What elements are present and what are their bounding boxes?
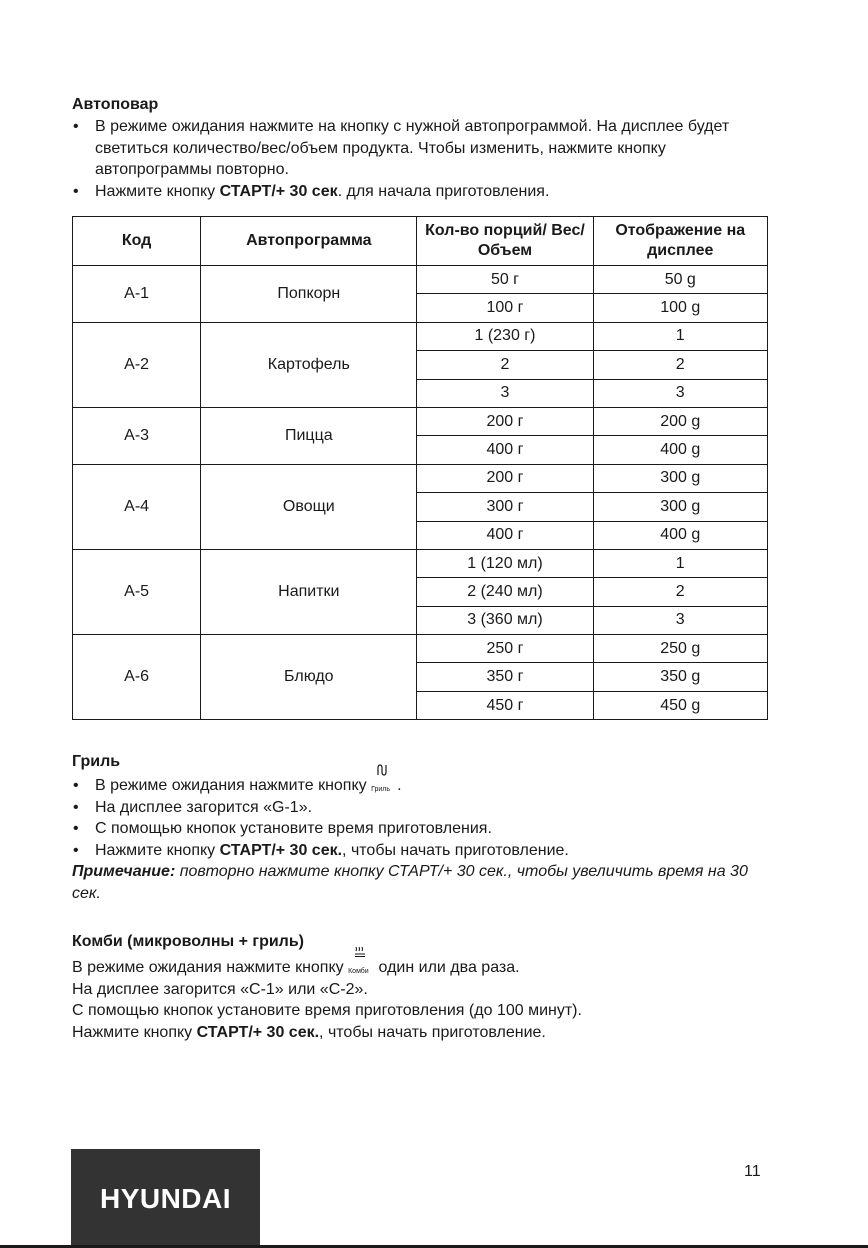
table-row (73, 635, 768, 663)
autochef-bullet-1: • В режиме ожидания нажмите на кнопку с нужной автопрограммой. На дисплее будет светиться количество/вес/объем продукта. Чтобы изменить, нажмите кнопку автопрограммы повторно. (72, 116, 768, 181)
header-program: Автопрограмма (201, 217, 417, 266)
grill-button-icon (371, 776, 397, 792)
cell-quantity: 250 г (417, 635, 593, 663)
grill-instructions (72, 775, 768, 861)
grill-bullet-3: • С помощью кнопок установите время приготовления. (72, 818, 768, 840)
cell-quantity: 1 (120 мл) (417, 549, 593, 577)
cell-display: 300 g (593, 464, 767, 492)
note-label: Примечание: (72, 863, 176, 881)
cell-display: 1 (593, 322, 767, 350)
start-button-label: СТАРТ/+ 30 сек. (219, 841, 343, 859)
line-text: В режиме ожидания нажмите кнопку (72, 959, 349, 977)
autochef-instructions (72, 116, 768, 202)
cell-program: Пицца (201, 407, 417, 464)
cell-code: А-1 (73, 266, 201, 323)
brand-logo (71, 1149, 260, 1248)
table-row (73, 549, 768, 577)
cell-display: 2 (593, 578, 767, 606)
cell-quantity: 3 (417, 379, 593, 407)
line-text: Нажмите кнопку (72, 1023, 197, 1041)
bullet-text: В режиме ожидания нажмите кнопку (95, 777, 372, 795)
cell-display: 350 g (593, 663, 767, 691)
cell-program: Картофель (201, 322, 417, 407)
bullet-text: . для начала приготовления. (337, 182, 550, 200)
cell-quantity: 400 г (417, 521, 593, 549)
combi-line-4 (72, 1022, 768, 1044)
grill-note (72, 861, 768, 904)
header-quantity: Кол-во порций/ Вес/Объем (417, 217, 593, 266)
header-code: Код (73, 217, 201, 266)
combi-line-1 (72, 957, 768, 979)
cell-quantity: 200 г (417, 407, 593, 435)
line-text: один или два раза. (374, 959, 520, 977)
logo-text: HYUNDAI (99, 1182, 232, 1214)
cell-display: 250 g (593, 635, 767, 663)
cell-code: А-5 (73, 549, 201, 634)
autochef-bullet-2 (72, 181, 768, 203)
cell-display: 400 g (593, 521, 767, 549)
bullet-text: , чтобы начать приготовление. (342, 841, 569, 859)
grill-icon-caption: Гриль (371, 786, 391, 794)
cell-quantity: 400 г (417, 436, 593, 464)
grill-heading: Гриль (72, 753, 121, 771)
table-row (73, 266, 768, 294)
table-row (73, 407, 768, 435)
start-button-label: СТАРТ/+ 30 сек. (196, 1023, 320, 1041)
cell-quantity: 1 (230 г) (417, 322, 593, 350)
cell-code: А-4 (73, 464, 201, 549)
table-row (73, 322, 768, 350)
cell-program: Попкорн (201, 266, 417, 323)
cell-display: 400 g (593, 436, 767, 464)
cell-display: 300 g (593, 493, 767, 521)
cell-quantity: 200 г (417, 464, 593, 492)
cell-quantity: 350 г (417, 663, 593, 691)
cell-quantity: 2 (417, 351, 593, 379)
note-text: повторно нажмите кнопку СТАРТ/+ 30 сек., чтобы увеличить время на 30 сек. (72, 863, 748, 902)
line-text: , чтобы начать приготовление. (319, 1023, 546, 1041)
cell-quantity: 2 (240 мл) (417, 578, 593, 606)
bullet-text: Нажмите кнопку (95, 182, 220, 200)
cell-display: 1 (593, 549, 767, 577)
cell-code: А-2 (73, 322, 201, 407)
cell-display: 3 (593, 379, 767, 407)
cell-display: 50 g (593, 266, 767, 294)
bullet-text: Нажмите кнопку (95, 841, 220, 859)
page-number: 11 (744, 1163, 761, 1180)
table-row (73, 464, 768, 492)
table-body (73, 266, 768, 720)
cell-display: 100 g (593, 294, 767, 322)
page-content (72, 94, 768, 1043)
cell-program: Овощи (201, 464, 417, 549)
grill-bullet-2: • На дисплее загорится «G-1». (72, 797, 768, 819)
cell-quantity: 100 г (417, 294, 593, 322)
combi-line-2: На дисплее загорится «С-1» или «С-2». (72, 980, 368, 998)
cell-quantity: 300 г (417, 493, 593, 521)
cell-program: Блюдо (201, 635, 417, 720)
cell-display: 2 (593, 351, 767, 379)
combi-button-icon (348, 958, 374, 974)
bullet-text: . (397, 777, 402, 795)
grill-bullet-4 (72, 840, 768, 862)
start-button-label: СТАРТ/+ 30 сек (219, 182, 338, 200)
autoprogram-table (72, 216, 768, 720)
cell-display: 450 g (593, 691, 767, 719)
cell-display: 3 (593, 606, 767, 634)
cell-code: А-6 (73, 635, 201, 720)
cell-quantity: 450 г (417, 691, 593, 719)
combi-line-3: С помощью кнопок установите время приготовления (до 100 минут). (72, 1002, 582, 1020)
cell-quantity: 3 (360 мл) (417, 606, 593, 634)
grill-bullet-1 (72, 775, 768, 797)
cell-code: А-3 (73, 407, 201, 464)
cell-program: Напитки (201, 549, 417, 634)
combi-heading: Комби (микроволны + гриль) (72, 933, 304, 951)
table-header-row (73, 217, 768, 266)
cell-quantity: 50 г (417, 266, 593, 294)
cell-display: 200 g (593, 407, 767, 435)
autochef-heading: Автоповар (72, 96, 159, 113)
header-display: Отображение на дисплее (593, 217, 767, 266)
combi-icon-caption: Комби (348, 968, 369, 976)
